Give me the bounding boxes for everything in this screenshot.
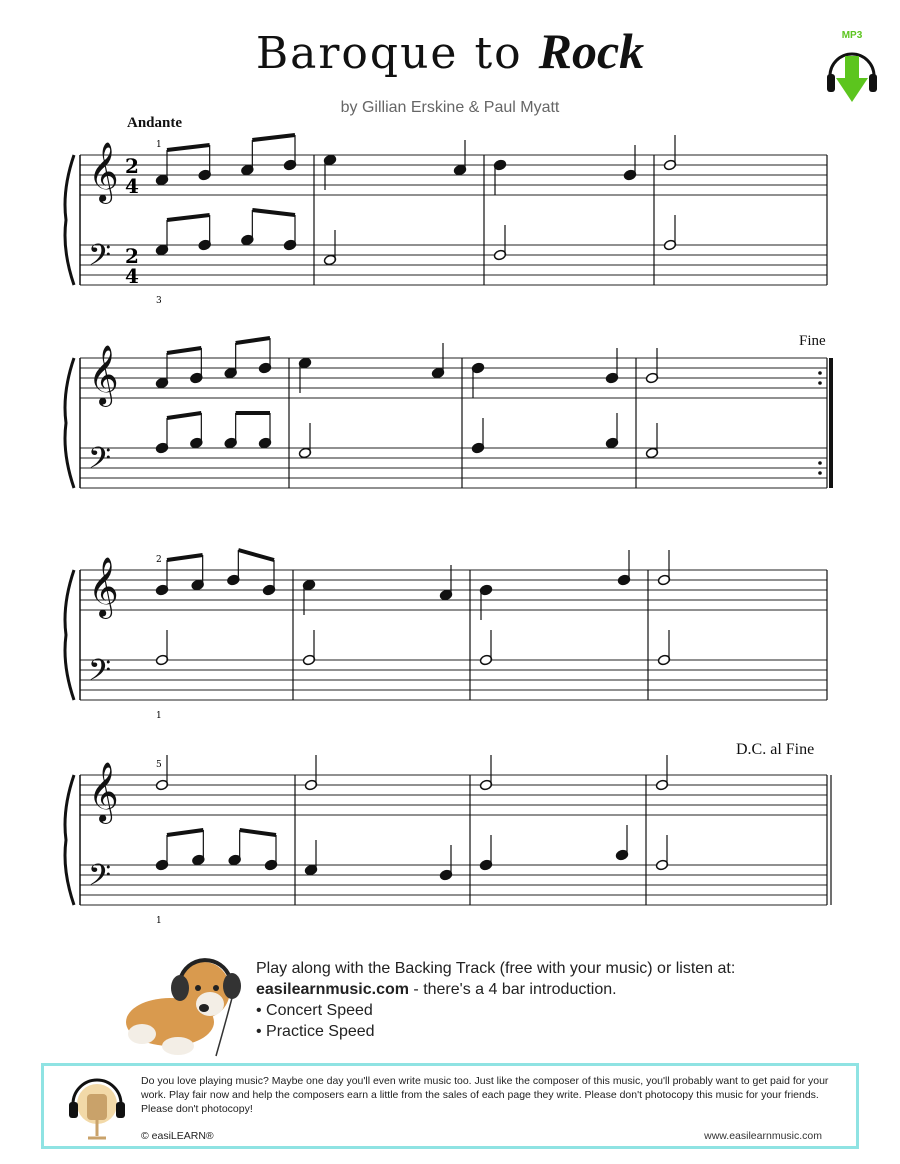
title-accent: Rock [538,23,645,79]
repeat-dot [818,371,822,375]
mp3-label: MP3 [841,30,863,41]
treble-clef-icon: 𝄞 [88,762,119,822]
system-1 [65,135,827,306]
dc-al-fine-marking: D.C. al Fine [736,741,815,758]
fingering: 1 [156,711,162,721]
beam [167,555,203,560]
beam [236,338,270,343]
beam [238,550,274,560]
dog-with-headphones [120,948,245,1060]
bass-clef-icon: 𝄢 [88,654,112,695]
system-2 [65,338,831,488]
brace [65,570,74,700]
beam [167,145,210,150]
treble-clef-icon: 𝄞 [88,557,119,617]
beam [252,210,295,215]
copyright-notice [41,1063,859,1149]
tempo-marking: Andante [127,115,183,131]
treble-staff [80,142,827,204]
treble-clef-icon: 𝄞 [88,345,119,405]
brace [65,155,74,285]
time-signature-bottom: 4 [125,264,139,288]
bass-clef-icon: 𝄢 [88,239,112,280]
repeat-dot [818,461,822,465]
bass-staff [80,442,827,488]
fingering: 2 [156,555,162,565]
beam [252,135,295,140]
system-3 [65,550,827,721]
time-signature-top: 2 [125,154,139,178]
fingering: 1 [156,916,162,926]
beam [167,830,203,835]
bass-staff [80,239,827,288]
backing-line1: Play along with the Backing Track (free with your music) or listen at: [256,960,736,977]
concert-speed-item[interactable]: • Concert Speed [256,1002,373,1019]
notice-url[interactable]: www.easilearnmusic.com [704,1130,822,1142]
title-main: Baroque to [255,28,523,79]
brace [65,358,74,488]
beam [167,413,201,418]
bass-clef-icon: 𝄢 [88,442,112,483]
site-link[interactable]: easilearnmusic.com [256,981,409,998]
byline: by Gillian Erskine & Paul Myatt [340,99,560,116]
bass-staff [80,654,827,700]
practice-speed-item[interactable]: • Practice Speed [256,1023,375,1040]
fingering: 5 [156,760,162,770]
treble-clef-icon: 𝄞 [88,142,119,202]
repeat-dot [818,381,822,385]
notice-copyright: © easiLEARN® [141,1130,214,1142]
backing-line2 [256,979,735,1000]
backing-track-info [256,958,735,1042]
fine-marking: Fine [799,333,826,349]
time-signature-bottom: 4 [125,174,139,198]
intro-note: - there's a 4 bar introduction. [408,981,617,998]
notice-text: Do you love playing music? Maybe one day you'll even write music too. Just like the composer of this music, you'll probably want to get paid for your work. Play fair now and help the composers earn a little from the sales of each page they write. Please don't photocopy this music for your friends. Please don't photocopy! [141,1075,829,1115]
lion-headphones-icon [64,1074,130,1142]
brace [65,775,74,905]
time-signature-top: 2 [125,244,139,268]
fingering: 3 [156,296,162,306]
treble-staff [80,762,827,824]
fingering: 1 [156,140,162,150]
bass-clef-icon: 𝄢 [88,859,112,900]
treble-staff [80,557,827,619]
repeat-dot [818,471,822,475]
beam [167,348,201,353]
beam [240,830,276,835]
system-4 [65,755,831,926]
beam [167,215,210,220]
bass-staff [80,859,827,905]
